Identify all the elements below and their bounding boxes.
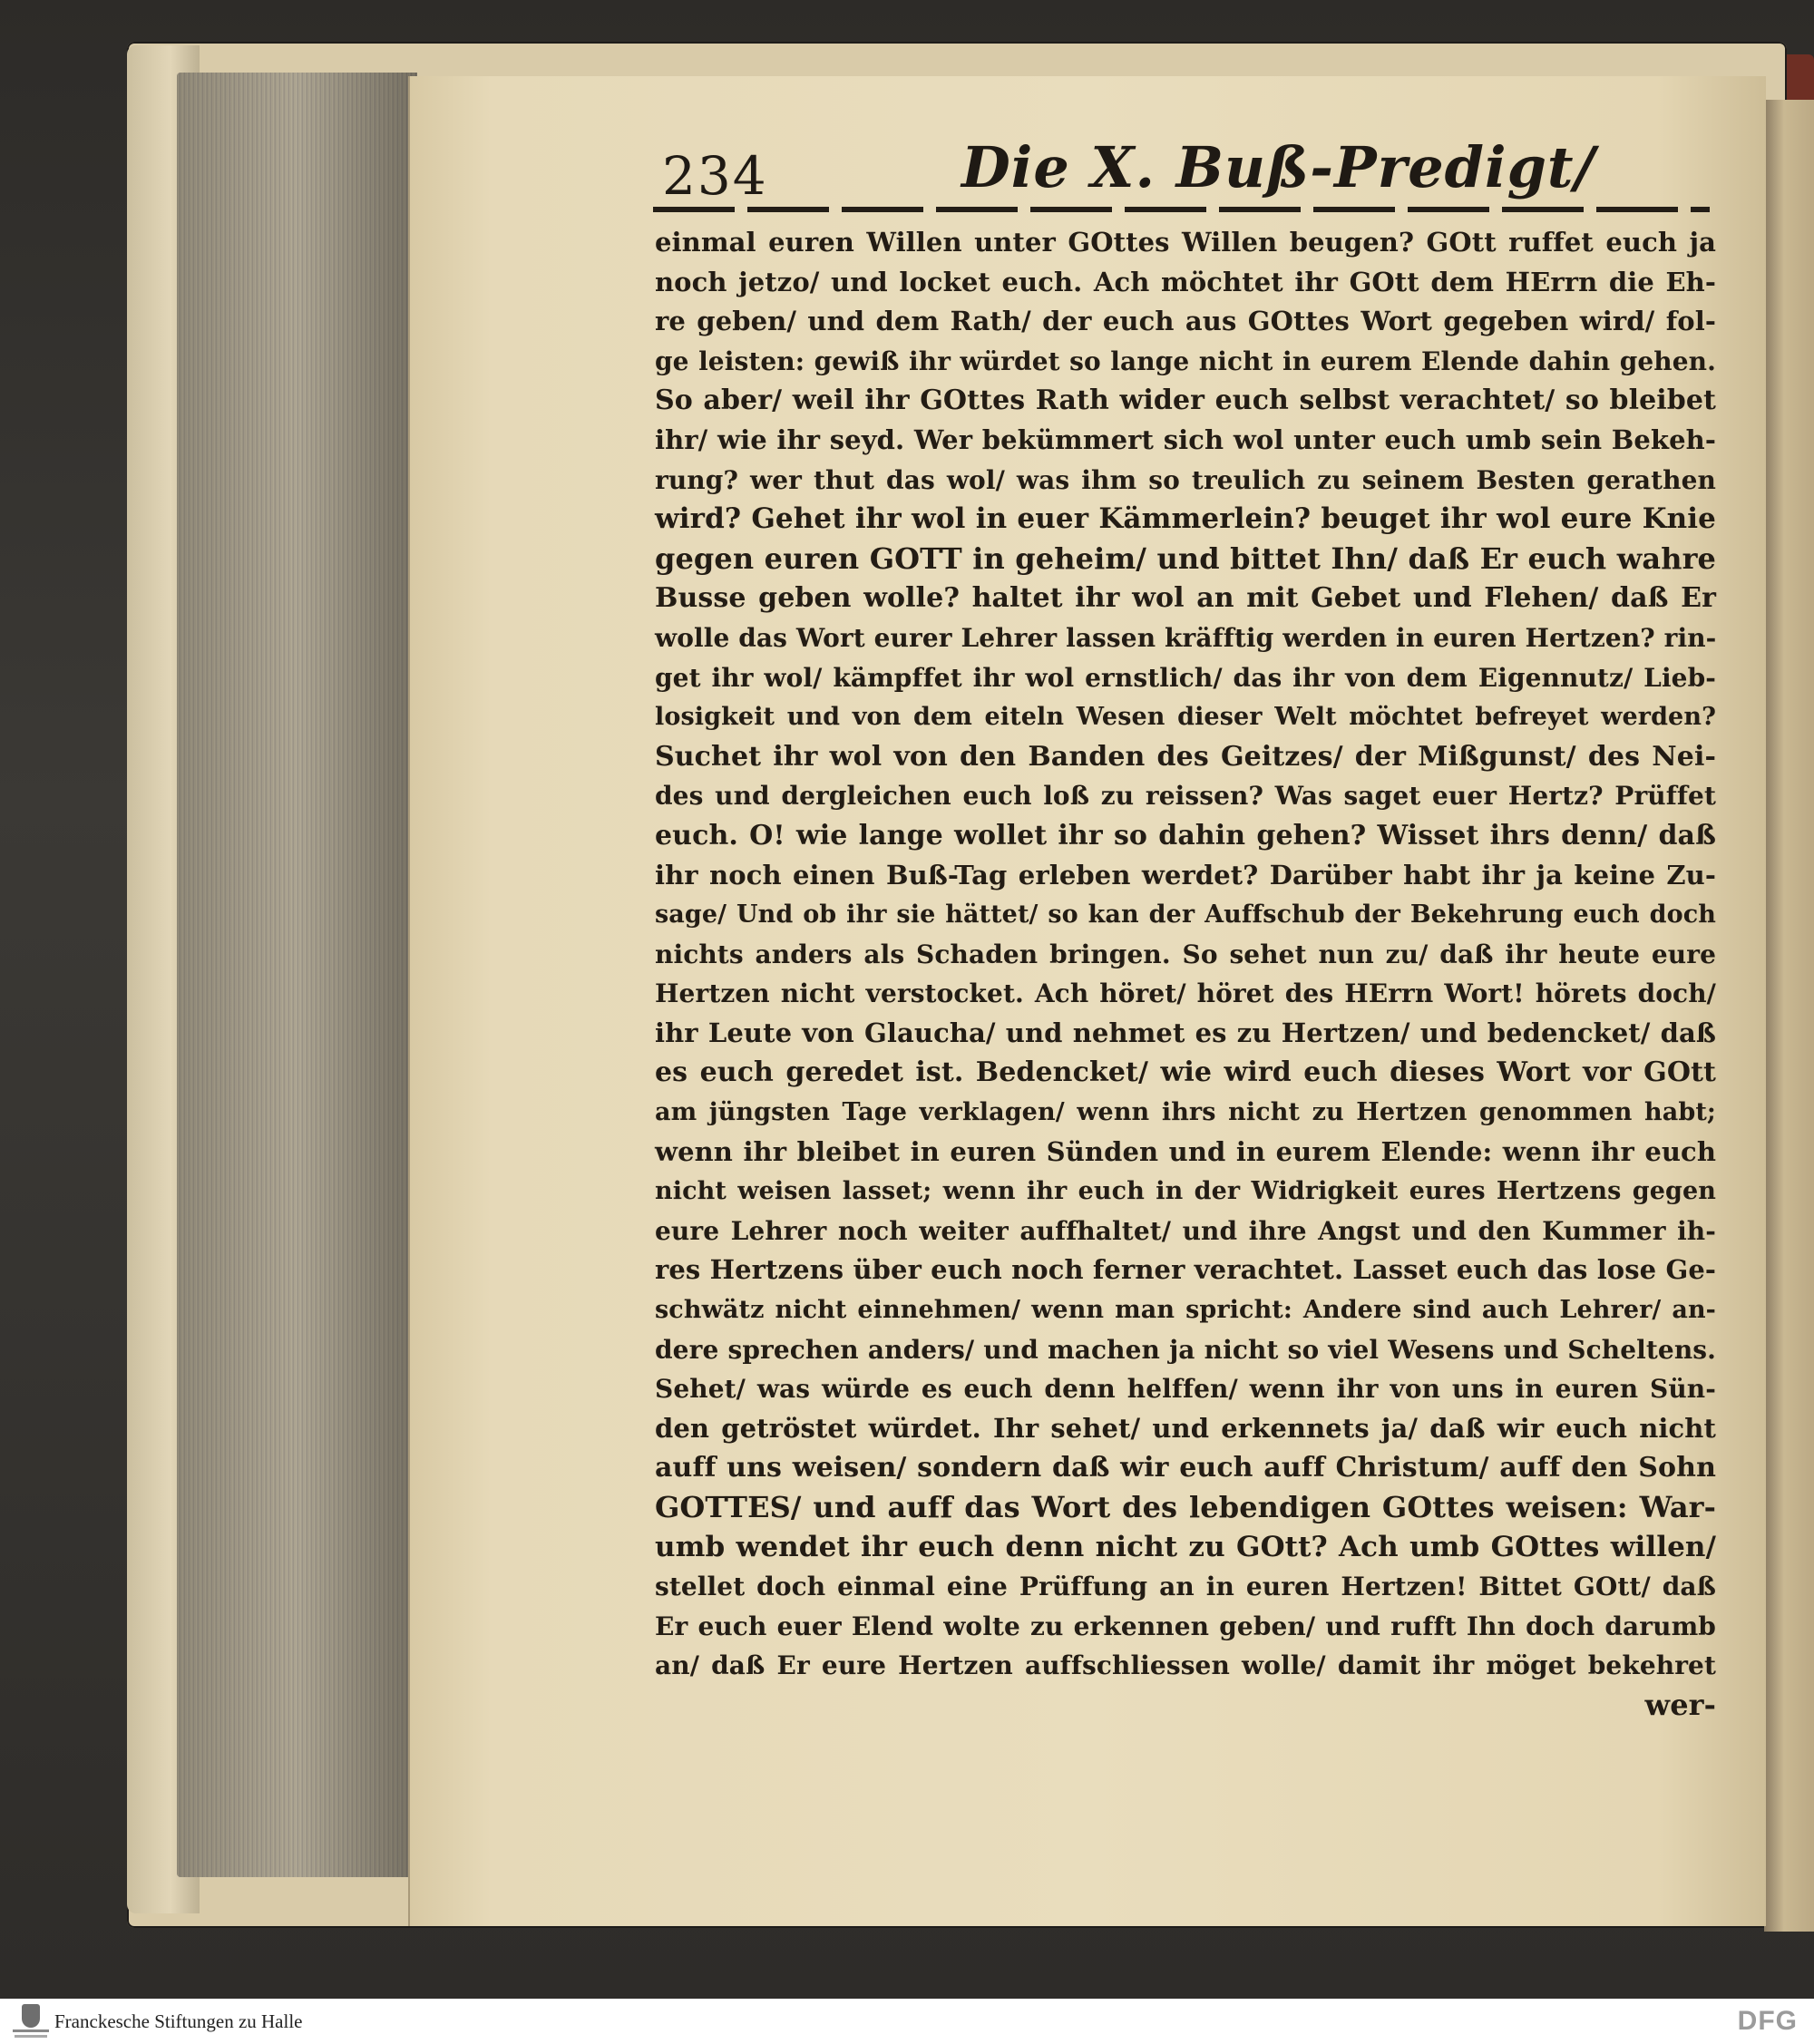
text-line: sage/ Und ob ihr sie hättet/ so kan der Auffschub der Bekehrung euch doch — [655, 900, 1716, 930]
text-line: den getröstet würdet. Ihr sehet/ und erkennets ja/ daß wir euch nicht — [655, 1412, 1716, 1444]
institution-name[interactable]: Franckesche Stiftungen zu Halle — [54, 2010, 303, 2032]
facing-page-edge — [1764, 100, 1814, 1932]
text-line: re geben/ und dem Rath/ der euch aus GOttes Wort gegeben wird/ fol- — [655, 306, 1716, 337]
text-line: nicht weisen lasset; wenn ihr euch in der Widrigkeit eures Hertzens gegen — [655, 1177, 1716, 1206]
text-line: Busse geben wolle? haltet ihr wol an mit Gebet und Flehen/ daß Er — [655, 582, 1716, 615]
text-line: stellet doch einmal eine Prüffung an in euren Hertzen! Bittet GOtt/ daß — [655, 1572, 1716, 1602]
text-line: schwätz nicht einnehmen/ wenn man spricht: Andere sind auch Lehrer/ an- — [655, 1296, 1716, 1325]
text-line: ihr/ wie ihr seyd. Wer bekümmert sich wol unter euch umb sein Bekeh- — [655, 423, 1716, 455]
text-line: ihr Leute von Glaucha/ und nehmet es zu Hertzen/ und bedencket/ daß — [655, 1017, 1716, 1048]
text-line: wird? Gehet ihr wol in euer Kämmerlein? beuget ihr wol eure Knie — [655, 502, 1716, 536]
body-text — [655, 223, 1716, 1726]
text-line: get ihr wol/ kämpffet ihr wol ernstlich/ das ihr von dem Eigennutz/ Lieb- — [655, 662, 1716, 693]
text-line: Hertzen nicht verstocket. Ach höret/ höret des HErrn Wort! hörets doch/ — [655, 978, 1716, 1009]
text-line: Sehet/ was würde es euch denn helffen/ wenn ihr von uns in euren Sün- — [655, 1374, 1716, 1405]
text-line: euch. O! wie lange wollet ihr so dahin gehen? Wisset ihrs denn/ daß — [655, 819, 1716, 852]
text-line: ihr noch einen Buß-Tag erleben werdet? Darüber habt ihr ja keine Zu- — [655, 859, 1716, 891]
text-line: So aber/ weil ihr GOttes Rath wider euch selbst verachtet/ so bleibet — [655, 384, 1716, 417]
text-line: eure Lehrer noch weiter auffhaltet/ und ihre Angst und den Kummer ih- — [655, 1215, 1716, 1246]
text-line: an/ daß Er eure Hertzen auffschliessen wolle/ damit ihr möget bekehret — [655, 1650, 1716, 1681]
text-line: losigkeit und von dem eiteln Wesen dieser Welt möchtet befreyet werden? — [655, 703, 1716, 732]
text-line: res Hertzens über euch noch ferner verachtet. Lasset euch das lose Ge- — [655, 1254, 1716, 1286]
text-line: nichts anders als Schaden bringen. So sehet nun zu/ daß ihr heute eure — [655, 939, 1716, 969]
text-line: wolle das Wort eurer Lehrer lassen kräfftig werden in euren Hertzen? rin- — [655, 622, 1717, 653]
catchword: wer- — [1644, 1687, 1716, 1722]
text-line: Er euch euer Elend wolte zu erkennen geben/ und rufft Ihn doch darumb — [655, 1611, 1716, 1641]
page-edges-shadow — [177, 73, 417, 1877]
text-line: wenn ihr bleibet in euren Sünden und in eurem Elende: wenn ihr euch — [655, 1135, 1716, 1167]
text-line: gegen euren GOTT in geheim/ und bittet Ihn/ daß Er euch wahre — [655, 540, 1716, 576]
text-line: ge leisten: gewiß ihr würdet so lange nicht in eurem Elende dahin gehen. — [655, 346, 1716, 376]
text-line: umb wendet ihr euch denn nicht zu GOtt? Ach umb GOttes willen/ — [655, 1530, 1716, 1563]
viewer-footer — [0, 1999, 1814, 2044]
text-line: GOTTES/ und auff das Wort des lebendigen GOttes weisen: War- — [655, 1490, 1716, 1524]
text-line: es euch geredet ist. Bedencket/ wie wird euch dieses Wort vor GOtt — [655, 1056, 1716, 1089]
text-line: noch jetzo/ und locket euch. Ach möchtet ihr GOtt dem HErrn die Eh- — [655, 266, 1716, 297]
running-head: Die X. Buß-Predigt/ — [961, 134, 1596, 200]
text-line: dere sprechen anders/ und machen ja nicht so viel Wesens und Scheltens. — [655, 1334, 1716, 1365]
text-line: des und dergleichen euch loß zu reissen? Was saget euer Hertz? Prüffet — [655, 781, 1716, 812]
text-line: Suchet ihr wol von den Banden des Geitzes/ der Mißgunst/ des Nei- — [655, 740, 1716, 773]
text-line: rung? wer thut das wol/ was ihm so treulich zu seinem Besten gerathen — [655, 464, 1716, 495]
text-line: auff uns weisen/ sondern daß wir euch auff Christum/ auff den Sohn — [655, 1452, 1716, 1484]
header-rule — [653, 207, 1710, 212]
page-number: 234 — [662, 145, 768, 207]
institution-logo-icon[interactable] — [13, 2002, 49, 2040]
text-line: am jüngsten Tage verklagen/ wenn ihrs nicht zu Hertzen genommen habt; — [655, 1098, 1716, 1127]
dfg-logo[interactable]: DFG — [1737, 2006, 1798, 2036]
text-line: einmal euren Willen unter GOttes Willen beugen? GOtt ruffet euch ja — [655, 227, 1716, 258]
